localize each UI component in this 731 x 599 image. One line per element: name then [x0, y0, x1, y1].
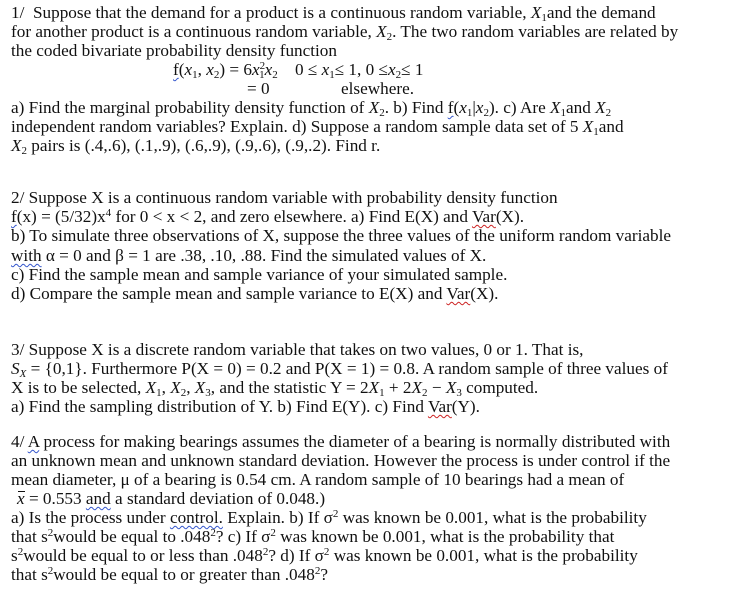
problem-number: 1/	[11, 3, 25, 22]
p2-line-6: d) Compare the sample mean and sample variance to E(X) and Var(X).	[11, 284, 499, 303]
p4-line-8: that $s^2would$ be equal to or greater than .048$^2$?	[11, 565, 328, 584]
p1-line-8: $X_2$ pairs is (.4,.6), (.1,.9), (.6,.9), (.9,.6), (.9,.2). Find r.	[11, 136, 381, 157]
p4-line-7: $s^2would$ be equal to or less than .048$^2$? d) If $\sigma^2$ was known be 0.001, what is the probability	[11, 546, 638, 565]
p4-line-4: x = 0.553 and a standard deviation of 0.048.)	[17, 489, 326, 508]
p3-line-2: $S_X = \{0,1\}$. Furthermore P(X = 0) = 0.2 and P(X = 1) = 0.8. A random sample of three values of	[11, 359, 668, 380]
p4-line-5: a) Is the process under control. Explain. b) If $\sigma^2$ was known be 0.001, what is the probability	[11, 508, 647, 527]
p2-line-4: with α = 0 and β = 1 are .38, .10, .88. Find the simulated values of X.	[11, 246, 487, 265]
p1-line-1: 1/ Suppose that the demand for a product is a continuous random variable, $X_1and$ the demand	[11, 3, 656, 24]
p4-line-3: mean diameter, μ of a bearing is 0.54 cm. A random sample of 10 bearings had a mean of	[11, 470, 625, 489]
p3-line-4: a) Find the sampling distribution of Y. b) Find E(Y). c) Find Var(Y).	[11, 397, 480, 416]
p2-line-5: c) Find the sample mean and sample variance of your simulated sample.	[11, 265, 508, 284]
joint-pdf-formula: $f(x_1$, $x_2) = 6x^2_1x_2$ $0 \le x_1\le 1$, $0 \le x_2\le 1$	[173, 60, 424, 81]
p2-line-3: b) To simulate three observations of X, suppose the three values of the uniform random variable	[11, 226, 672, 245]
formula-else-value: = 0	[247, 79, 270, 98]
p3-line-3: X is to be selected, $X_1$, $X_2$, $X_3$, and the statistic $Y = 2X_1 + 2X_2 - X_3$ computed.	[11, 378, 539, 399]
p4-line-6: that $s^2would$ be equal to .048$^2$? c) If $\sigma^2$ was known be 0.001, what is the probability that	[11, 527, 615, 546]
p1-line-2: for another product is a continuous random variable, $X_2$. The two random variables are related by	[11, 22, 679, 43]
p1-line-3: the coded bivariate probability density function	[11, 41, 337, 60]
p2-line-2: $f(x) = (5/32)x^4$ for 0 < x < 2, and zero elsewhere. a) Find E(X) and Var(X).	[11, 207, 524, 226]
p4-line-2: an unknown mean and unknown standard deviation. However the process is under control if the	[11, 451, 671, 470]
p1-line-6: a) Find the marginal probability density function of $X_2$. b) Find $f(x_1|x_2)$. c) Are $X_1and$ $X_2$	[11, 98, 612, 119]
p3-line-1: 3/ Suppose X is a discrete random variable that takes on two values, 0 or 1. That is,	[11, 340, 584, 359]
p1-line-7: independent random variables? Explain. d) Suppose a random sample data set of 5 $X_1and$	[11, 117, 624, 138]
p4-line-1: 4/ A process for making bearings assumes the diameter of a bearing is normally distributed with	[11, 432, 671, 451]
p2-line-1: 2/ Suppose X is a continuous random variable with probability density function	[11, 188, 558, 207]
formula-else-label: elsewhere.	[341, 79, 415, 98]
